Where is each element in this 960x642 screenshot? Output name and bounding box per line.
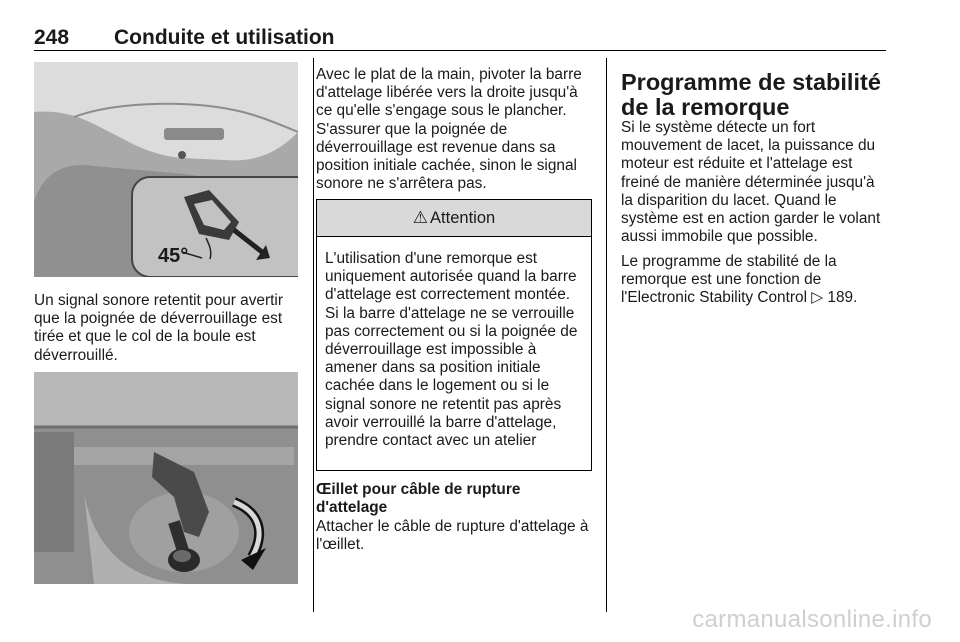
signal-paragraph: Un signal sonore retentit pour avertir que la poignée de déverrouillage est tirée et que le col de la boule est déverrouillé.	[34, 292, 283, 364]
pivot-paragraph: Avec le plat de la main, pivoter la barre d'attelage libérée vers la droite jusqu'à ce qu'elle s'engage sous le plancher. S'assurer que la poignée de déverrouillage est revenue dans sa position initiale cachée, sinon le signal sonore ne s'arrêtera pas.	[316, 66, 582, 193]
page-number: 248	[34, 26, 70, 49]
attention-header	[317, 200, 591, 237]
warning-triangle-icon: ⚠	[412, 208, 429, 227]
column-divider	[313, 58, 314, 612]
breakaway-cable-heading: Œillet pour câble de rupture d'attelage	[316, 481, 521, 517]
attention-text: L'utilisation d'une remorque est uniquement autorisée quand la barre d'attelage est correctement montée. Si la barre d'attelage ne se verrouille pas correctement ou si la poignée de déverrouillage est impossible à amener dans sa position initiale cachée dans le logement ou si le signal sonore ne retentit pas après avoir verrouillé la barre d'attelage, prendre contact avec un atelier	[325, 250, 578, 450]
header-rule	[34, 50, 886, 51]
stability-paragraph-2	[621, 253, 887, 308]
figure-tow-bar-swing	[34, 372, 298, 584]
figure-release-handle	[34, 62, 298, 277]
attention-box	[316, 199, 592, 471]
column-divider	[606, 58, 607, 612]
angle-label: 45°	[158, 245, 189, 267]
attention-title: Attention	[430, 208, 496, 227]
section-heading: Programme de stabilité de la remorque	[621, 69, 881, 120]
stability-paragraph-2-text: Le programme de stabilité de la remorque est une fonction de l'Electronic Stability Control	[621, 253, 837, 307]
stability-paragraph-1: Si le système détecte un fort mouvement de lacet, la puissance du moteur est réduite et l'attelage est freiné de manière déterminée jusqu'à la disparition du lacet. Quand le système est en action garder le volant aussi immobile que possible.	[621, 119, 881, 246]
page-reference[interactable]: 189.	[827, 289, 858, 307]
page-reference-icon: ▷	[811, 289, 824, 307]
watermark: carmanualsonline.info	[692, 606, 932, 633]
chapter-title: Conduite et utilisation	[114, 26, 335, 49]
page-header	[34, 26, 886, 52]
breakaway-cable-text: Attacher le câble de rupture d'attelage à l'œillet.	[316, 518, 589, 554]
